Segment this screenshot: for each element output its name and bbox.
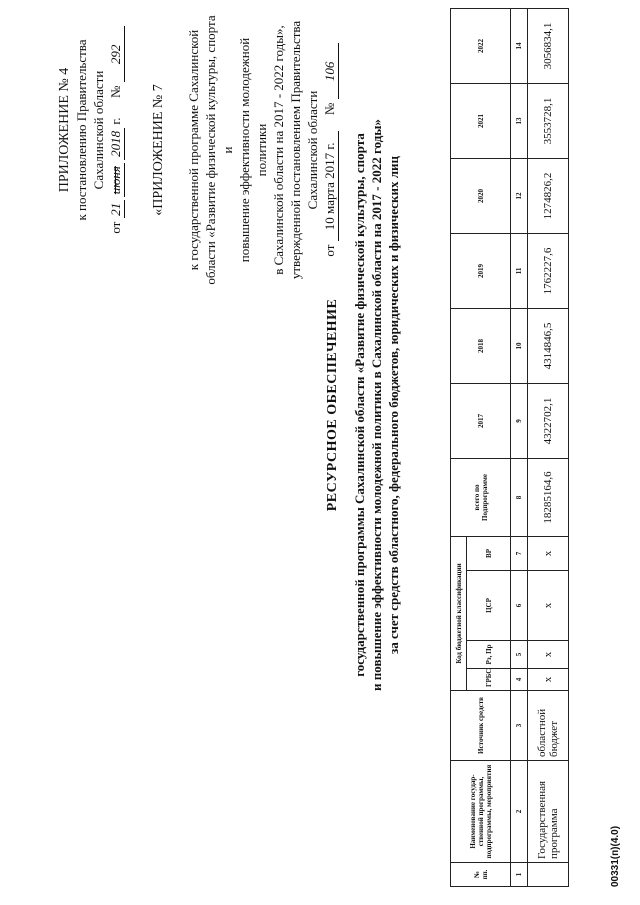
col-number: 9 <box>511 383 528 458</box>
title-block <box>325 45 402 765</box>
cell-2022: 3056834,1 <box>528 8 569 83</box>
col-number: 10 <box>511 308 528 383</box>
date-year: 2018 <box>107 128 125 160</box>
date-suffix: г. <box>108 117 123 125</box>
col-number: 14 <box>511 8 528 83</box>
header-csr: ЦСР <box>467 571 511 641</box>
subtitle-line: за счет средств областного, федерального бюджетов, юридических и физических лиц <box>386 156 401 654</box>
date-day: 21 <box>107 200 125 218</box>
header-grbs: ГРБС <box>467 669 511 691</box>
header-year: 2019 <box>451 233 511 308</box>
appendix-7-line: к государственной программе Сахалинской <box>186 29 201 271</box>
col-number: 1 <box>511 863 528 887</box>
header-year: 2017 <box>451 383 511 458</box>
cell-name: Государственная программа <box>528 761 569 863</box>
col-number: 3 <box>511 691 528 761</box>
document-title: РЕСУРСНОЕ ОБЕСПЕЧЕНИЕ <box>325 298 340 512</box>
number-value: 106 <box>321 43 339 99</box>
number-label: № <box>322 102 337 116</box>
header-total: всего по Подпрограмме <box>451 458 511 536</box>
header-rzpr: Рз, Пр <box>467 641 511 669</box>
date-month: июня <box>107 163 125 197</box>
cell-2018: 4314846,5 <box>528 308 569 383</box>
subtitle-line: и повышение эффективности молодежной политики в Сахалинской области на 2017 - 2022 годы» <box>369 119 384 691</box>
col-number: 4 <box>511 669 528 691</box>
appendix-4-line1: к постановлению Правительства <box>74 39 89 221</box>
cell-2019: 1762227,6 <box>528 233 569 308</box>
cell-2020: 1274826,2 <box>528 158 569 233</box>
appendix-7-title: «ПРИЛОЖЕНИЕ № 7 <box>151 84 166 216</box>
appendix-7-line: в Сахалинской области на 2017 - 2022 годы», <box>271 25 286 275</box>
appendix-7-line: утвержденной постановлением Правительства <box>288 20 303 280</box>
header-year: 2020 <box>451 158 511 233</box>
cell-csr: х <box>528 571 569 641</box>
table-row <box>528 8 569 886</box>
cell-2017: 4322702,1 <box>528 383 569 458</box>
cell-rzpr: х <box>528 641 569 669</box>
date-prefix: от <box>322 244 337 257</box>
header-vr: ВР <box>467 536 511 570</box>
cell-2021: 3553728,1 <box>528 83 569 158</box>
col-number: 2 <box>511 761 528 863</box>
date-prefix: от <box>108 221 123 234</box>
cell-source: областной бюджет <box>528 691 569 761</box>
number-value: 292 <box>107 26 125 82</box>
header-source: Источник средств <box>451 691 511 761</box>
appendix-4-title: ПРИЛОЖЕНИЕ № 4 <box>57 67 72 193</box>
col-number: 8 <box>511 458 528 536</box>
appendix-4-line2: Сахалинской области <box>91 70 106 190</box>
cell-vr: х <box>528 536 569 570</box>
col-number: 7 <box>511 536 528 570</box>
col-number: 13 <box>511 83 528 158</box>
form-code: 00331(п)(4.0) <box>610 825 621 887</box>
cell-num <box>528 863 569 887</box>
subtitle-line: государственной программы Сахалинской области «Развитие физической культуры, спорта <box>352 133 367 677</box>
appendix-7-header <box>150 15 339 285</box>
number-label: № <box>108 85 123 99</box>
appendix-4-header <box>56 0 125 260</box>
appendix-7-line: области «Развитие физической культуры, спорта и <box>203 15 235 285</box>
appendix-7-line: Сахалинской области <box>305 90 320 210</box>
header-name: Наименование государ-ственной программы, подпрограммы, мероприятия <box>451 761 511 863</box>
header-year: 2022 <box>451 8 511 83</box>
cell-total: 18285164,6 <box>528 458 569 536</box>
column-number-row <box>511 8 528 886</box>
header-year: 2021 <box>451 83 511 158</box>
header-num: № пп. <box>451 863 511 887</box>
cell-grbs: х <box>528 669 569 691</box>
col-number: 11 <box>511 233 528 308</box>
col-number: 12 <box>511 158 528 233</box>
appendix-4-date-row <box>107 0 125 260</box>
header-year: 2018 <box>451 308 511 383</box>
appendix-7-line: повышение эффективности молодежной политики <box>237 37 269 263</box>
date-value: 10 марта 2017 г. <box>321 131 339 241</box>
col-number: 6 <box>511 571 528 641</box>
header-budget-code: Код бюджетной классификации <box>451 536 467 690</box>
col-number: 5 <box>511 641 528 669</box>
resource-table <box>450 8 569 887</box>
